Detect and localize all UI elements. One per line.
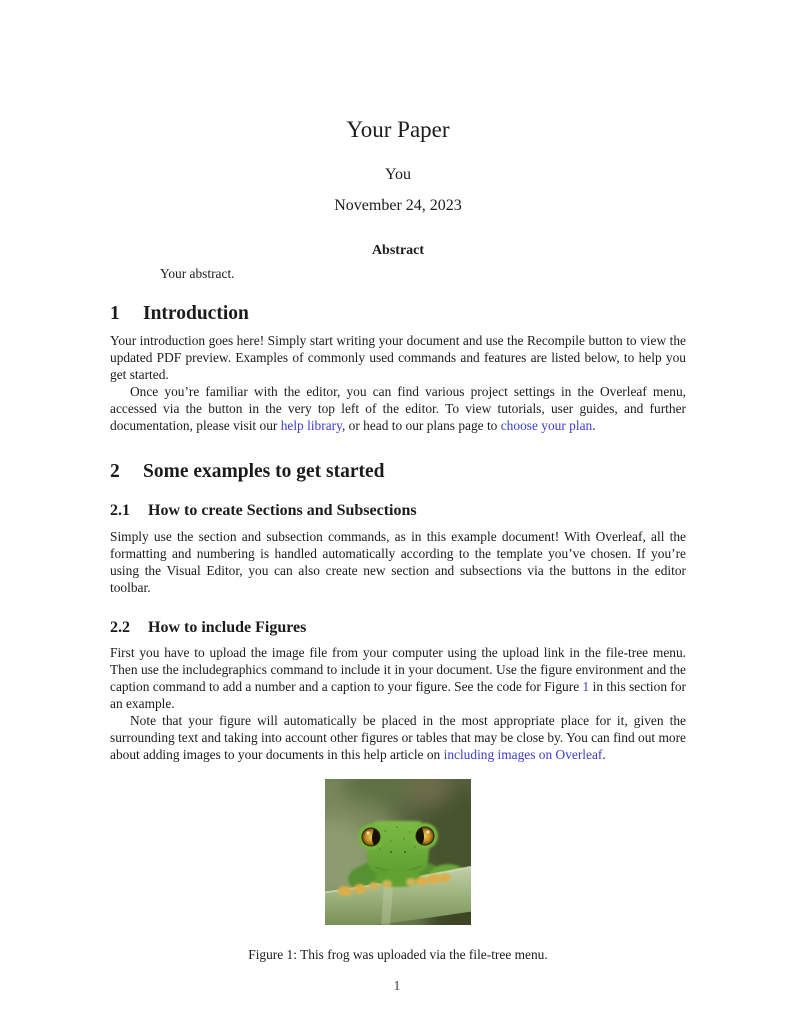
- paper-title: Your Paper: [346, 117, 450, 142]
- paper-author: You: [385, 165, 411, 183]
- figure-1-reference-link[interactable]: 1: [582, 678, 590, 694]
- section-number: 1: [110, 302, 120, 324]
- paragraph-text: .: [592, 417, 596, 433]
- section-number: 2: [110, 460, 120, 482]
- figure-1: [110, 779, 686, 963]
- section-heading-examples: [110, 460, 686, 483]
- paragraph-text: in this section for an example.: [110, 678, 686, 711]
- figures-paragraph-1: [110, 644, 686, 712]
- subsection-number: 2.2: [110, 618, 130, 636]
- subsection-title: How to include Figures: [148, 618, 307, 636]
- section-title: Introduction: [143, 302, 249, 324]
- subsection-title: How to create Sections and Subsections: [148, 502, 417, 520]
- subsection-number: 2.1: [110, 502, 130, 520]
- section-heading-introduction: [110, 302, 686, 325]
- introduction-paragraph-2: [110, 383, 686, 434]
- frog-image: [325, 779, 471, 925]
- sections-paragraph: Simply use the section and subsection commands, as in this example document! With Overleaf, all the formatting and numbering is handled automatically according to the template you’ve chosen. If you’re using the Visual Editor, you can also create new section and subsections via the buttons in the editor toolbar.: [110, 528, 686, 595]
- abstract-heading: Abstract: [371, 242, 425, 258]
- paragraph-text: Once you’re familiar with the editor, you can find various project settings in the Overleaf menu, accessed via the button in the very top left of the editor. To view tutorials, user guides, and further documentation, please visit our: [110, 383, 686, 433]
- including-images-on-overleaf-link[interactable]: including images on Overleaf: [443, 746, 603, 762]
- figures-paragraph-2: [110, 712, 686, 763]
- paragraph-text: First you have to upload the image file from your computer using the upload link in the file-tree menu. Then use the includegraphics command to include it in your document. Use the figure environment and the caption command to add a number and a caption to your figure. See the code for Figure: [110, 644, 686, 694]
- page-number: 1: [393, 978, 401, 993]
- introduction-paragraph-1: Your introduction goes here! Simply start writing your document and use the Recompile button to view the updated PDF preview. Examples of commonly used commands and features are listed below, to help you get started.: [110, 332, 686, 382]
- subsection-heading-figures: [110, 618, 686, 637]
- section-title: Some examples to get started: [143, 460, 385, 482]
- title-block: [110, 0, 686, 215]
- abstract-text: Your abstract.: [160, 265, 235, 281]
- paragraph-text: Note that your figure will automatically be placed in the most appropriate place for it, given the surrounding text and taking into account other figures or tables that may be close by. You can find out more about adding images to your documents in this help article on: [110, 712, 686, 762]
- help-library-link[interactable]: help library: [280, 417, 342, 433]
- paragraph-text: , or head to our plans page to: [341, 417, 501, 433]
- choose-your-plan-link[interactable]: choose your plan: [500, 417, 593, 433]
- figure-caption: Figure 1: This frog was uploaded via the file-tree menu.: [248, 946, 548, 962]
- paragraph-text: .: [602, 746, 606, 762]
- subsection-heading-sections: [110, 501, 686, 520]
- paper-date: November 24, 2023: [334, 196, 462, 214]
